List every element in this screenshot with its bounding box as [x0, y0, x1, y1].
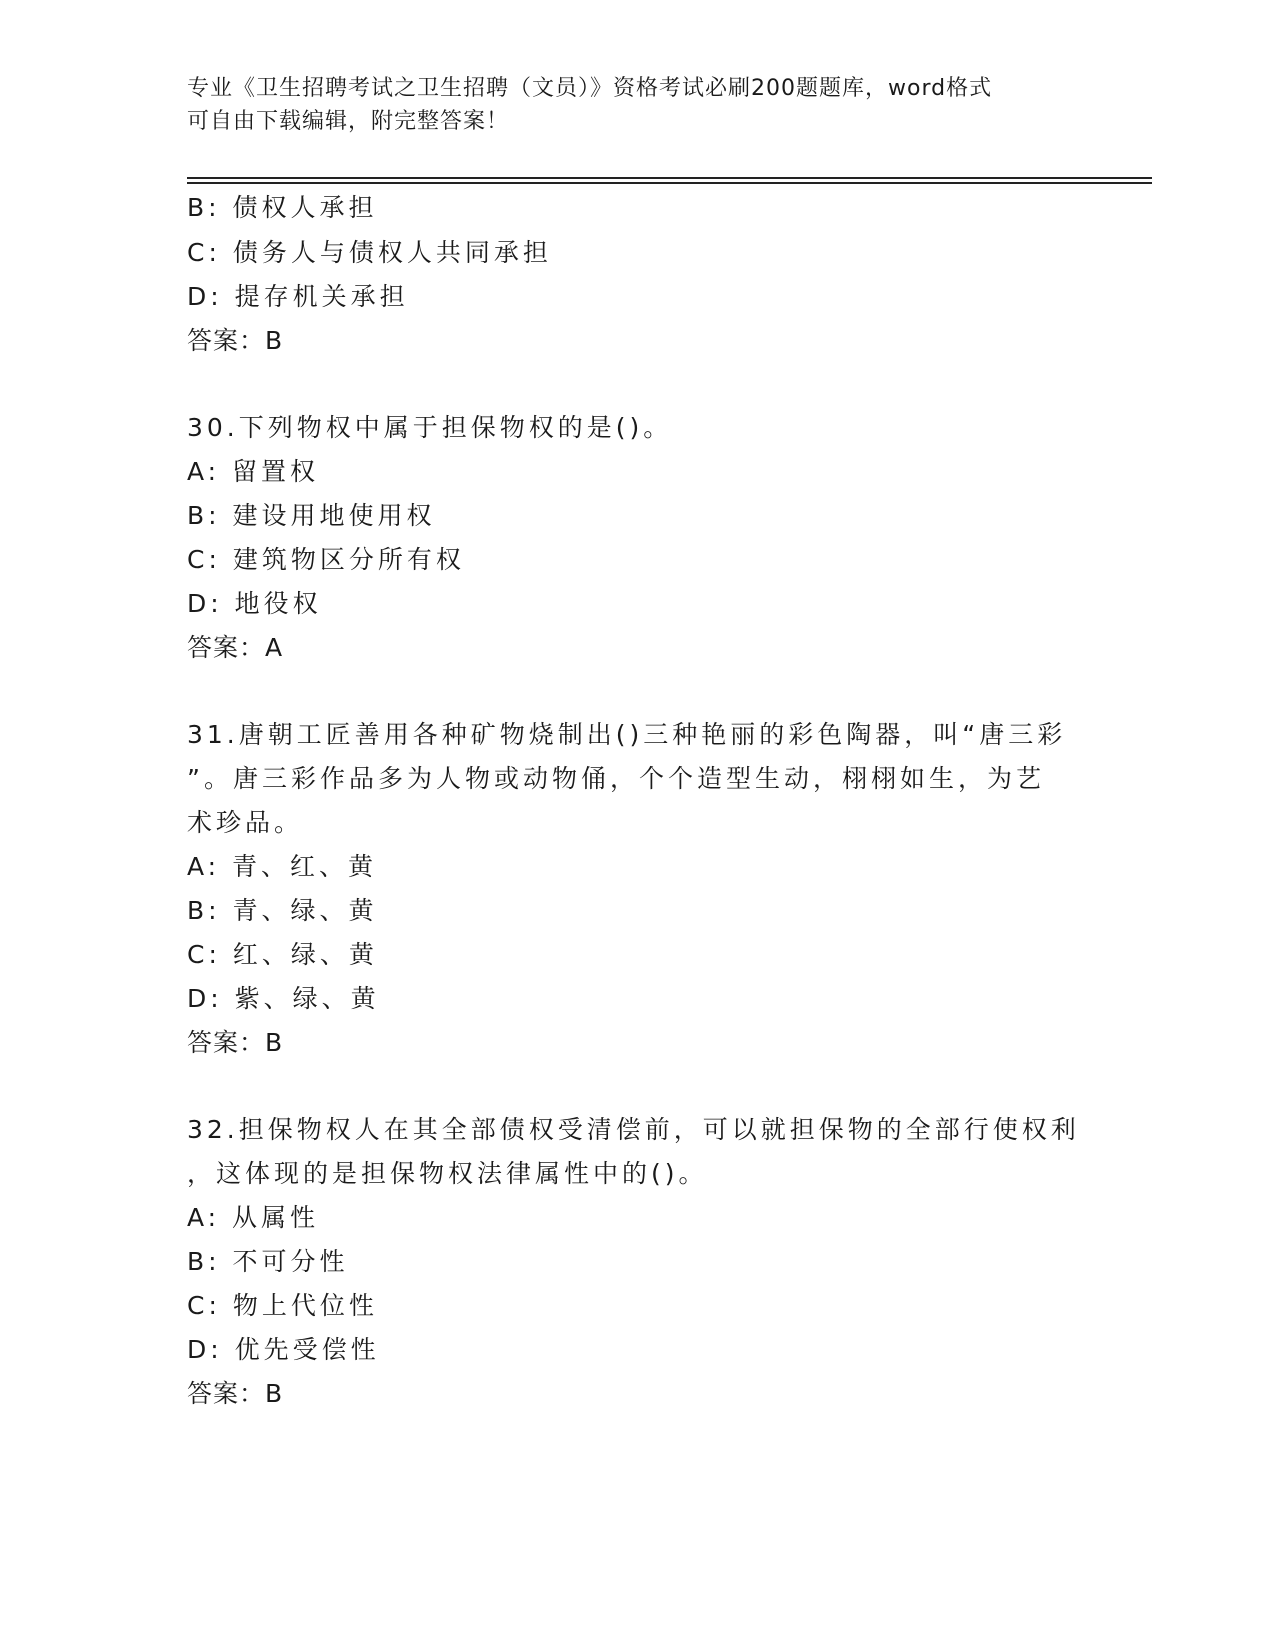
header-line-1: 专业《卫生招聘考试之卫生招聘（文员）》资格考试必刷200题题库，word格式	[187, 76, 993, 101]
header-line-2: 可自由下载编辑，附完整答案！	[187, 109, 510, 134]
q32-stem-line-2: ，这体现的是担保物权法律属性中的()。	[187, 1159, 708, 1188]
q31-option-d: D: 紫、绿、黄	[187, 984, 380, 1013]
q29-answer: 答案：B	[187, 326, 284, 355]
q30-option-d: D: 地役权	[187, 589, 322, 618]
q32-option-d: D: 优先受偿性	[187, 1335, 380, 1364]
q31-option-a: A: 青、红、黄	[187, 852, 378, 881]
q30-option-c: C: 建筑物区分所有权	[187, 545, 465, 574]
q29-option-c: C: 债务人与债权人共同承担	[187, 238, 552, 267]
q31-stem-line-2: ”。唐三彩作品多为人物或动物俑，个个造型生动，栩栩如生，为艺	[187, 764, 1045, 793]
q32-option-a: A: 从属性	[187, 1203, 320, 1232]
header-divider-top	[187, 177, 1152, 179]
q30-option-b: B: 建设用地使用权	[187, 501, 436, 530]
q30-answer: 答案：A	[187, 633, 284, 662]
header-divider-bottom	[187, 182, 1152, 184]
q30-stem: 30.下列物权中属于担保物权的是()。	[187, 413, 673, 442]
q32-answer: 答案：B	[187, 1379, 284, 1408]
q32-option-b: B: 不可分性	[187, 1247, 349, 1276]
q32-stem-line-1: 32.担保物权人在其全部债权受清偿前，可以就担保物的全部行使权利	[187, 1115, 1080, 1144]
q29-option-d: D: 提存机关承担	[187, 282, 409, 311]
document-header	[187, 72, 1087, 138]
q31-stem-line-3: 术珍品。	[187, 808, 304, 837]
q31-option-b: B: 青、绿、黄	[187, 896, 378, 925]
q31-stem-line-1: 31.唐朝工匠善用各种矿物烧制出()三种艳丽的彩色陶器，叫“唐三彩	[187, 720, 1067, 749]
q31-option-c: C: 红、绿、黄	[187, 940, 378, 969]
q32-option-c: C: 物上代位性	[187, 1291, 378, 1320]
q31-answer: 答案：B	[187, 1028, 284, 1057]
q30-option-a: A: 留置权	[187, 457, 320, 486]
q29-option-b: B: 债权人承担	[187, 193, 378, 222]
